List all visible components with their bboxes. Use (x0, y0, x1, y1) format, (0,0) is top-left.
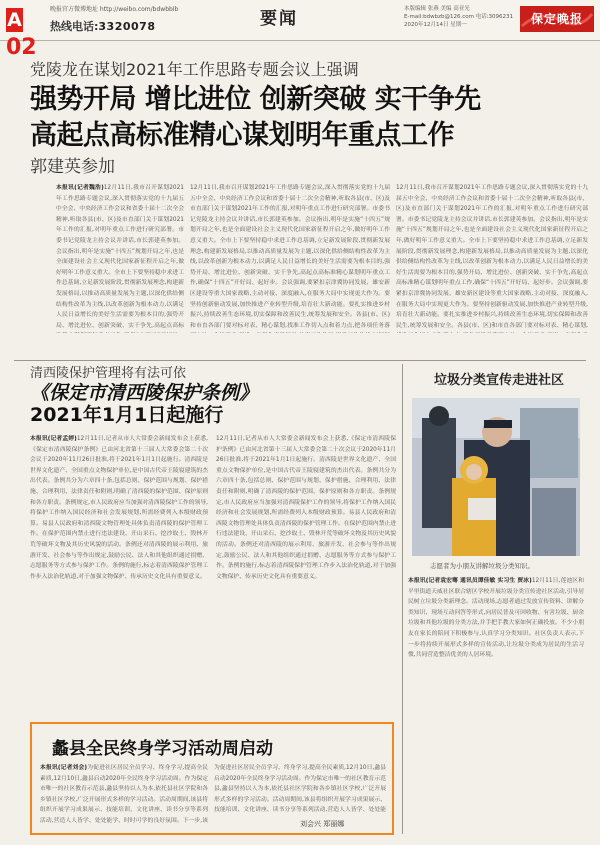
hotline (50, 20, 155, 33)
lead-subhead: 郭建英参加 (30, 157, 115, 177)
section-divider (14, 360, 586, 361)
logo-text: 保定晚报 (530, 12, 583, 26)
lead-column-1 (56, 183, 184, 333)
featured-byline-label: 本报讯 (40, 765, 58, 771)
lead-column-2 (190, 183, 390, 333)
hotline-label: 热线电话: (50, 20, 99, 33)
page-letter: A (7, 9, 22, 31)
lead-kicker: 党陵龙在谋划2021年工作思路专题会议上强调 (30, 60, 359, 79)
photo-byline-label: 本报讯 (408, 578, 426, 584)
featured-byline-source: (记者刘会) (57, 765, 88, 771)
column-divider (402, 364, 403, 834)
weibo-address: 晚报官方微博地址 http://weibo.com/bdwbblb (50, 6, 179, 13)
photo-title: 垃圾分类宣传走进社区 (434, 373, 565, 388)
featured-authors: 刘会兴 郑丽娜 (300, 820, 345, 828)
featured-column-2 (214, 763, 386, 817)
masthead (0, 0, 600, 60)
second-body-text: 12月11日,记者从市人大常委会新闻发布会上获悉,《保定市清西陵保护条例》已由河北省第十三届人大常委会第二十次会议于2020年11月26日批准,将于2021年1月1日起施行。清西陵是世界文化遗产、全国重点文物保护单位,是中国古代帝王陵寝建筑的杰出代表。条例共分为六章四十条,包括总则、保护范围与规划、保护措施、合理利用、法律责任和附则,明确了清西陵的保护范围、保护原则和各方职责。条例规定,市人民政府应当加强对清西陵保护工作的领导,将保护工作纳入国民经济和社会发展规划,所需经费列入本级财政预算。易县人民政府和清西陵文物管理处具体负责清西陵的保护管理工作。在保护范围内禁止进行违法建设、开山采石、挖沙取土、毁林开荒等破坏文物及其历史风貌的活动。条例还对清西陵的展示利用、旅游开发、社会参与等作出规定,鼓励公民、法人和其他组织通过捐赠、志愿服务等方式参与保护工作。条例的施行,标志着清西陵保护管理工作步入法治化轨道,对于加强文物保护、传承历史文化具有重要意义。 (30, 436, 208, 580)
news-photo (412, 398, 580, 556)
second-headline-line1: 《保定市清西陵保护条例》 (30, 382, 259, 404)
lead-column-3 (396, 183, 588, 333)
second-kicker: 清西陵保护管理将有法可依 (30, 366, 187, 381)
section-title: 要闻 (260, 9, 298, 29)
photo-body-text: 12月11日,莲池区和平里街道天威社区联合辖区学校开展垃圾分类宣传进社区活动,引导居民树立垃圾分类新理念。活动现场,志愿者通过发放宣传资料、讲解分类知识、现场互动问答等形式,向居民普及可回收物、有害垃圾、厨余垃圾和其他垃圾的分类方法,并手把手教大家如何正确投放。不少小朋友在家长的陪同下积极参与,认真学习分类知识。社区负责人表示,下一步将持续开展形式多样的宣传活动,让垃圾分类成为居民的生活习惯,共同营造整洁优美的人居环境。 (408, 578, 584, 659)
lead-body-text-cont: 12月11日,我市召开谋划2021年工作思路专题会议,深入贯彻落实党的十九届五中全会、中央经济工作会议和省委十届十二次全会精神,听取各县(市、区)及市直部门关于谋划2021年工作的汇报,对明年重点工作进行研究部署。市委书记党陵龙主持会议并讲话,市长郭建英参加。会议指出,明年是实施“十四五”规划开局之年,也是全面建设社会主义现代化国家新征程开启之年,做好明年工作意义重大。全市上下要坚持稳中求进工作总基调,立足新发展阶段,贯彻新发展理念,构建新发展格局,以推动高质量发展为主题,以深化供给侧结构性改革为主线,以改革创新为根本动力,以满足人民日益增长的美好生活需要为根本目的,强势开局、增比进位、创新突破、实干争先,高起点高标准精心谋划明年重点工作,确保“十四五”开好局、起好步。会议强调,要紧扣京津冀协同发展、雄安新区建设等重大国家战略,主动对接、深度融入,在服务大局中实现更大作为。要坚持创新驱动发展,加快推进产业转型升级,培育壮大新动能。要扎实推进乡村振兴,持续改善生态环境,切实保障和改善民生,统筹发展和安全。各县(市、区)和市直各部门要对标对表、精心谋划,找准工作切入点和着力点,把各项任务落 (190, 185, 390, 329)
featured-headline: 蠡县全民终身学习活动周启动 (52, 739, 273, 759)
editor-line: 本版编辑 张燕 美编 高亚光 (404, 6, 470, 12)
second-body-text-cont: 12月11日,记者从市人大常委会新闻发布会上获悉,《保定市清西陵保护条例》已由河北省第十三届人大常委会第二十次会议于2020年11月26日批准,将于2021年1月1日起施行。清西陵是世界文化遗产、全国重点文物保护单位,是中国古代帝王陵寝建筑的杰出代表。条例共分为六章四十条,包括总则、保护范围与规划、保护措施、合理利用、法律责任和附则,明确了清西陵的保护范围、保护原则和各方职责。条例规定,市人民政府应当加强对清西陵保护工作的领导,将保护工作纳入国民经济和社会发展规划,所需经费列入本级财政预算。易县人民政府和清西陵文物管理处具体负责清西陵的保护管理工作。在保护范围内禁止进行违法建设、开山采石、挖沙取土、毁林开荒等破坏文物及其历史风貌的活动。条例还对清西陵的展示利用、旅游开发、社会参与等作出规定,鼓励公民、法人和其他组织通过捐赠、志愿服务等方式参与保护工作。条例的施行,标志着清西陵保护管理工作步入法治化轨道,对于加强文物保护、传承历史文化具有重要意义。 (216, 436, 396, 580)
photo-caption: 志愿者为小朋友讲解垃圾分类知识。 (430, 562, 534, 570)
page-number-digits: 02 (6, 35, 37, 60)
second-headline-line2: 2021年1月1日起施行 (30, 404, 224, 426)
newspaper-logo (520, 6, 594, 32)
second-column-1 (30, 434, 208, 716)
lead-byline-label: 本报讯 (56, 185, 75, 191)
featured-body-text: 为促进社区居民全员学习、终身学习,提高全民素质,12月10日,蠡县启动2020年全民终身学习活动周。作为保定市唯一的社区教育示范县,蠡县坚持以人为本,依托县社区学院和各乡镇社区学校,广泛开展形式多样的学习活动。活动周期间,该县将组织开展学习成果展示、技能培训、文化讲座、读书分享等系列活动,营造人人皆学、处处能学、时时可学的良好氛围。下一步,该 (40, 765, 208, 824)
second-column-2 (216, 434, 396, 716)
lead-body-text-cont2: 12月11日,我市召开谋划2021年工作思路专题会议,深入贯彻落实党的十九届五中全会、中央经济工作会议和省委十届十二次全会精神,听取各县(市、区)及市直部门关于谋划2021年工作的汇报,对明年重点工作进行研究部署。市委书记党陵龙主持会议并讲话,市长郭建英参加。会议指出,明年是实施“十四五”规划开局之年,也是全面建设社会主义现代化国家新征程开启之年,做好明年工作意义重大。全市上下要坚持稳中求进工作总基调,立足新发展阶段,贯彻新发展理念,构建新发展格局,以推动高质量发展为主题,以深化供给侧结构性改革为主线,以改革创新为根本动力,以满足人民日益增长的美好生活需要为根本目的,强势开局、增比进位、创新突破、实干争先,高起点高标准精心谋划明年重点工作,确保“十四五”开好局、起好步。会议强调,要紧扣京津冀协同发展、雄安新区建设等重大国家战略,主动对接、深度融入,在服务大局中实现更大作为。要坚持创新驱动发展,加快推进产业转型升级,培育壮大新动能。要扎实推进乡村振兴,持续改善生态环境,切实保障和改善民生,统筹发展和安全。各县(市、区)和市直各部门要对标对表、精心谋划, (396, 185, 588, 329)
lead-headline-line2: 高起点高标准精心谋划明年重点工作 (30, 120, 454, 151)
lead-byline-source: (记者魏浩) (74, 185, 104, 191)
hotline-number: 3320078 (98, 20, 156, 33)
date-line: 2020年12月14日 星期一 (404, 22, 467, 28)
masthead-right-info (404, 5, 513, 29)
lead-headline-line1: 强势开局 增比进位 创新突破 实干争先 (30, 84, 481, 115)
lead-body-text: 12月11日,我市召开谋划2021年工作思路专题会议,深入贯彻落实党的十九届五中全会、中央经济工作会议和省委十届十二次全会精神,听取各县(市、区)及市直部门关于谋划2021年工作的汇报,对明年重点工作进行研究部署。市委书记党陵龙主持会议并讲话,市长郭建英参加。会议指出,明年是实施“十四五”规划开局之年,也是全面建设社会主义现代化国家新征程开启之年,做好明年工作意义重大。全市上下要坚持稳中求进工作总基调,立足新发展阶段,贯彻新发展理念,构建新发展格局,以推动高质量发展为主题,以深化供给侧结构性改革为主线,以改革创新为根本动力,以满足人民日益增长的美好生活需要为根本目的,强势开局、增比进位、创新突破、实干争先,高起点高标 (56, 185, 184, 329)
featured-column-1 (40, 763, 208, 825)
page-number (6, 6, 48, 60)
contact-line: E-mail:bdwbzb@126.com 电话:3096231 (404, 14, 514, 20)
second-byline-source: (记者孟婷) (47, 436, 77, 442)
second-byline-label: 本报讯 (30, 436, 48, 442)
photo-illustration (412, 398, 580, 556)
photo-byline-source: (记者袁宏骞 通讯员谭佳敏 实习生 贾冰) (425, 578, 532, 584)
photo-story (408, 576, 584, 834)
featured-body-text-cont: 为促进社区居民全员学习、终身学习,提高全民素质,12月10日,蠡县启动2020年全民终身学习活动周。作为保定市唯一的社区教育示范县,蠡县坚持以人为本,依托县社区学院和各乡镇社区学校,广泛开展形式多样的学习活动。活动周期间,该县将组织开展学习成果展示、技能培训、文化讲座、读书分享等系列活动,营造人人皆学、处处能 (214, 765, 386, 814)
